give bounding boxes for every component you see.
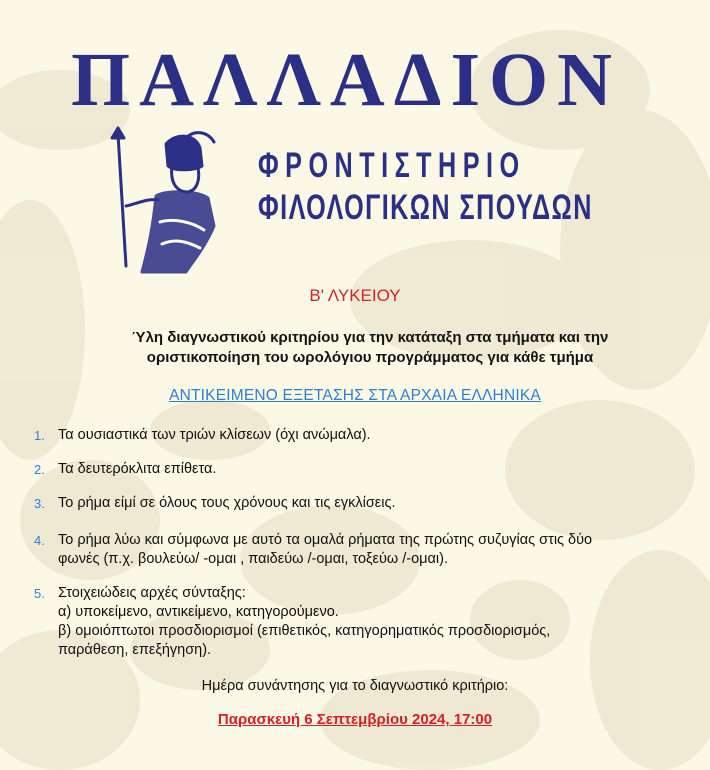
grade-heading: Β' ΛΥΚΕΙΟΥ <box>309 286 401 305</box>
list-item-text: Το ρήμα λύω και σύμφωνα με αυτό τα ομαλά ρήματα της πρώτης συζυγίας στις δύο <box>58 532 593 548</box>
subject-heading <box>0 387 710 405</box>
meeting-label: Ημέρα συνάντησης για το διαγνωστικό κριτήριο: <box>201 678 509 694</box>
list-item <box>34 494 674 513</box>
list-number: 1. <box>34 428 45 443</box>
list-item <box>34 531 674 569</box>
list-item-text: Στοιχειώδεις αρχές σύνταξης: <box>58 585 246 601</box>
list-item-text: παράθεση, επεξήγηση). <box>58 642 212 658</box>
list-number: 2. <box>34 462 45 477</box>
list-item-text: Τα ουσιαστικά των τριών κλίσεων (όχι ανώμαλα). <box>58 427 371 443</box>
meeting-date <box>0 711 710 728</box>
list-number: 4. <box>34 533 45 548</box>
list-item <box>34 584 674 660</box>
intro-text <box>120 328 620 368</box>
list-number: 5. <box>34 586 45 601</box>
subtitle-line-2: ΦΙΛΟΛΟΓΙΚΩΝ ΣΠΟΥΔΩΝ <box>258 188 593 227</box>
intro-line-2: οριστικοποίηση του ωρολόγιου προγράμματος για κάθε τμήμα <box>146 349 594 366</box>
meeting-date-text: Παρασκευή 6 Σεπτεμβρίου 2024, 17:00 <box>217 711 493 728</box>
list-item-text: β) ομοιόπτωτοι προσδιορισμοί (επιθετικός, κατηγορηματικός προσδιορισμός, <box>58 623 551 639</box>
list-item-text: φωνές (π.χ. βουλεύω/ -ομαι , παιδεύω /-ομαι, τοξεύω /-ομαι). <box>58 551 448 567</box>
list-item-text: Το ρήμα είμί σε όλους τους χρόνους και τις εγκλίσεις. <box>58 495 396 511</box>
list-item-text: α) υποκείμενο, αντικείμενο, κατηγορούμενο. <box>58 604 339 620</box>
list-number: 3. <box>34 496 45 511</box>
intro-line-1: Ύλη διαγνωστικού κριτηρίου για την κατάταξη στα τμήματα και την <box>131 329 609 346</box>
subtitle-line-1: ΦΡΟΝΤΙΣΤΗΡΙΟ <box>258 146 526 185</box>
list-item-text: Τα δευτερόκλιτα επίθετα. <box>58 461 217 477</box>
list-item <box>34 426 674 445</box>
athena-icon <box>96 126 246 276</box>
list-item <box>34 460 674 479</box>
brand-title: ΠΑΛΛΑΔΙΟΝ <box>70 38 622 122</box>
subject-link: ΑΝΤΙΚΕΙΜΕΝΟ ΕΞΕΤΑΣΗΣ ΣΤΑ ΑΡΧΑΙΑ ΕΛΛΗΝΙΚΑ <box>169 387 541 404</box>
